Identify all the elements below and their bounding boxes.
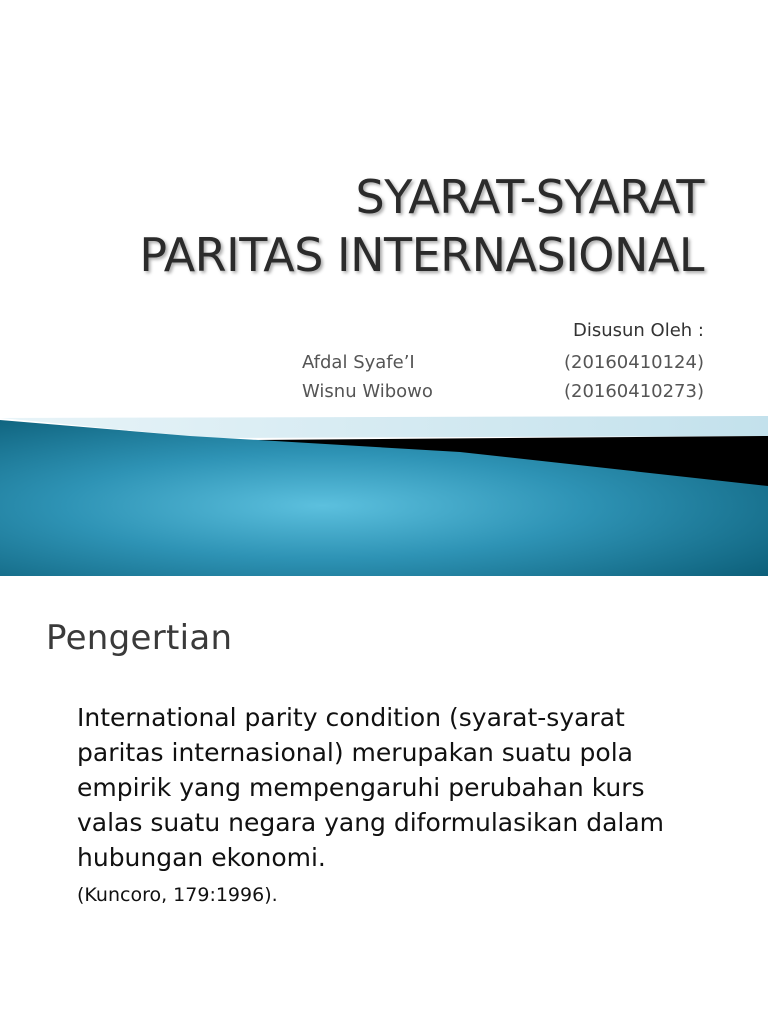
definition-paragraph: International parity condition (syarat-syarat paritas internasional) merupakan suatu pola empirik yang mempengaruhi perubahan kurs valas suatu negara yang diformulasikan dalam hubungan ekonomi. <box>77 703 665 872</box>
author-name: Wisnu Wibowo <box>302 381 433 402</box>
title-line-1: SYARAT-SYARAT <box>355 170 704 224</box>
section-heading: Pengertian <box>46 618 233 658</box>
prepared-by-label: Disusun Oleh : <box>572 320 704 341</box>
author-name: Afdal Syafe’I <box>302 352 415 373</box>
author-id: (20160410124) <box>563 352 704 373</box>
content-slide <box>0 576 768 1024</box>
author-id: (20160410273) <box>563 381 704 402</box>
title-line-2: PARITAS INTERNASIONAL <box>139 228 704 282</box>
citation: (Kuncoro, 179:1996). <box>77 884 278 906</box>
